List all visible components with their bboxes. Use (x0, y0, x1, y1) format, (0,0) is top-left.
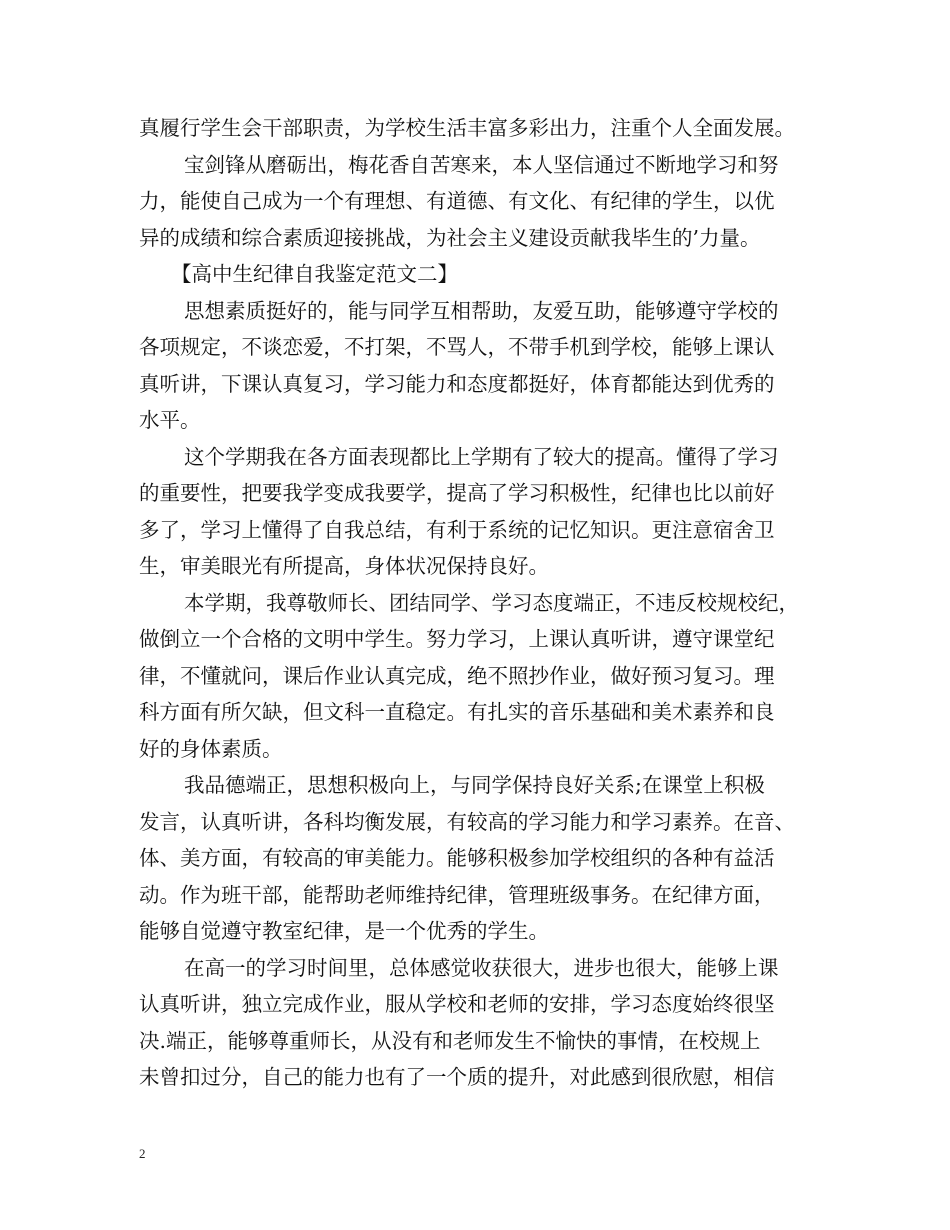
text-line: 这个学期我在各方面表现都比上学期有了较大的提高。懂得了学习 (184, 444, 779, 469)
text-line: 生，审美眼光有所提高，身体状况保持良好。 (139, 554, 549, 578)
text-line: 动。作为班干部，能帮助老师维持纪律，管理班级事务。在纪律方面， (139, 882, 775, 907)
text-line: 认真听讲，独立完成作业，服从学校和老师的安排，学习态度始终很坚 (139, 992, 775, 1016)
text-line: 科方面有所欠缺，但文科一直稳定。有扎实的音乐基础和美术素养和良 (139, 700, 775, 724)
text-line: 思想素质挺好的，能与同学互相帮助，友爱互助，能够遵守学校的 (184, 298, 779, 323)
text-line: 力，能使自己成为一个有理想、有道德、有文化、有纪律的学生，以优 (139, 189, 775, 213)
text-line: 多了，学习上懂得了自我总结，有利于系统的记忆知识。更注意宿舍卫 (139, 517, 775, 542)
text-line: 本学期，我尊敬师长、团结同学、学习态度端正，不违反校规校纪， (184, 590, 799, 615)
text-line: 未曾扣过分，自己的能力也有了一个质的提升，对此感到很欣慰，相信 (139, 1065, 775, 1089)
text-line: 真履行学生会干部职责，为学校生活丰富多彩出力，注重个人全面发展。 (139, 116, 795, 140)
text-line: 能够自觉遵守教室纪律，是一个优秀的学生。 (139, 919, 549, 943)
section-heading: 【高中生纪律自我鉴定范文二】 (171, 262, 458, 286)
text-line: 律，不懂就问，课后作业认真完成，绝不照抄作业，做好预习复习。理 (139, 663, 775, 688)
text-line: 宝剑锋从磨砺出，梅花香自苦寒来，本人坚信通过不断地学习和努 (184, 152, 779, 177)
text-line: 真听讲，下课认真复习，学习能力和态度都挺好，体育都能达到优秀的 (139, 371, 775, 396)
text-line: 各项规定，不谈恋爱，不打架，不骂人，不带手机到学校，能够上课认 (139, 335, 775, 359)
text-line: 我品德端正，思想积极向上，与同学保持良好关系;在课堂上积极 (184, 773, 765, 797)
text-line: 在高一的学习时间里，总体感觉收获很大，进步也很大，能够上课 (184, 955, 779, 980)
text-line: 发言，认真听讲，各科均衡发展，有较高的学习能力和学习素养。在音、 (139, 809, 795, 834)
text-line: 的重要性，把要我学变成我要学，提高了学习积极性，纪律也比以前好 (139, 481, 775, 505)
text-line: 体、美方面，有较高的审美能力。能够积极参加学校组织的各种有益活 (139, 846, 775, 870)
text-line: 好的身体素质。 (139, 736, 283, 761)
text-line: 做倒立一个合格的文明中学生。努力学习，上课认真听讲，遵守课堂纪 (139, 627, 775, 651)
document-body (139, 110, 815, 1096)
page-number: 2 (139, 1146, 146, 1161)
text-line: 异的成绩和综合素质迎接挑战，为社会主义建设贡献我毕生的’力量。 (139, 225, 761, 250)
text-line: 决.端正，能够尊重师长，从没有和老师发生不愉快的事情，在校规上 (139, 1028, 761, 1053)
text-line: 水平。 (139, 408, 201, 432)
